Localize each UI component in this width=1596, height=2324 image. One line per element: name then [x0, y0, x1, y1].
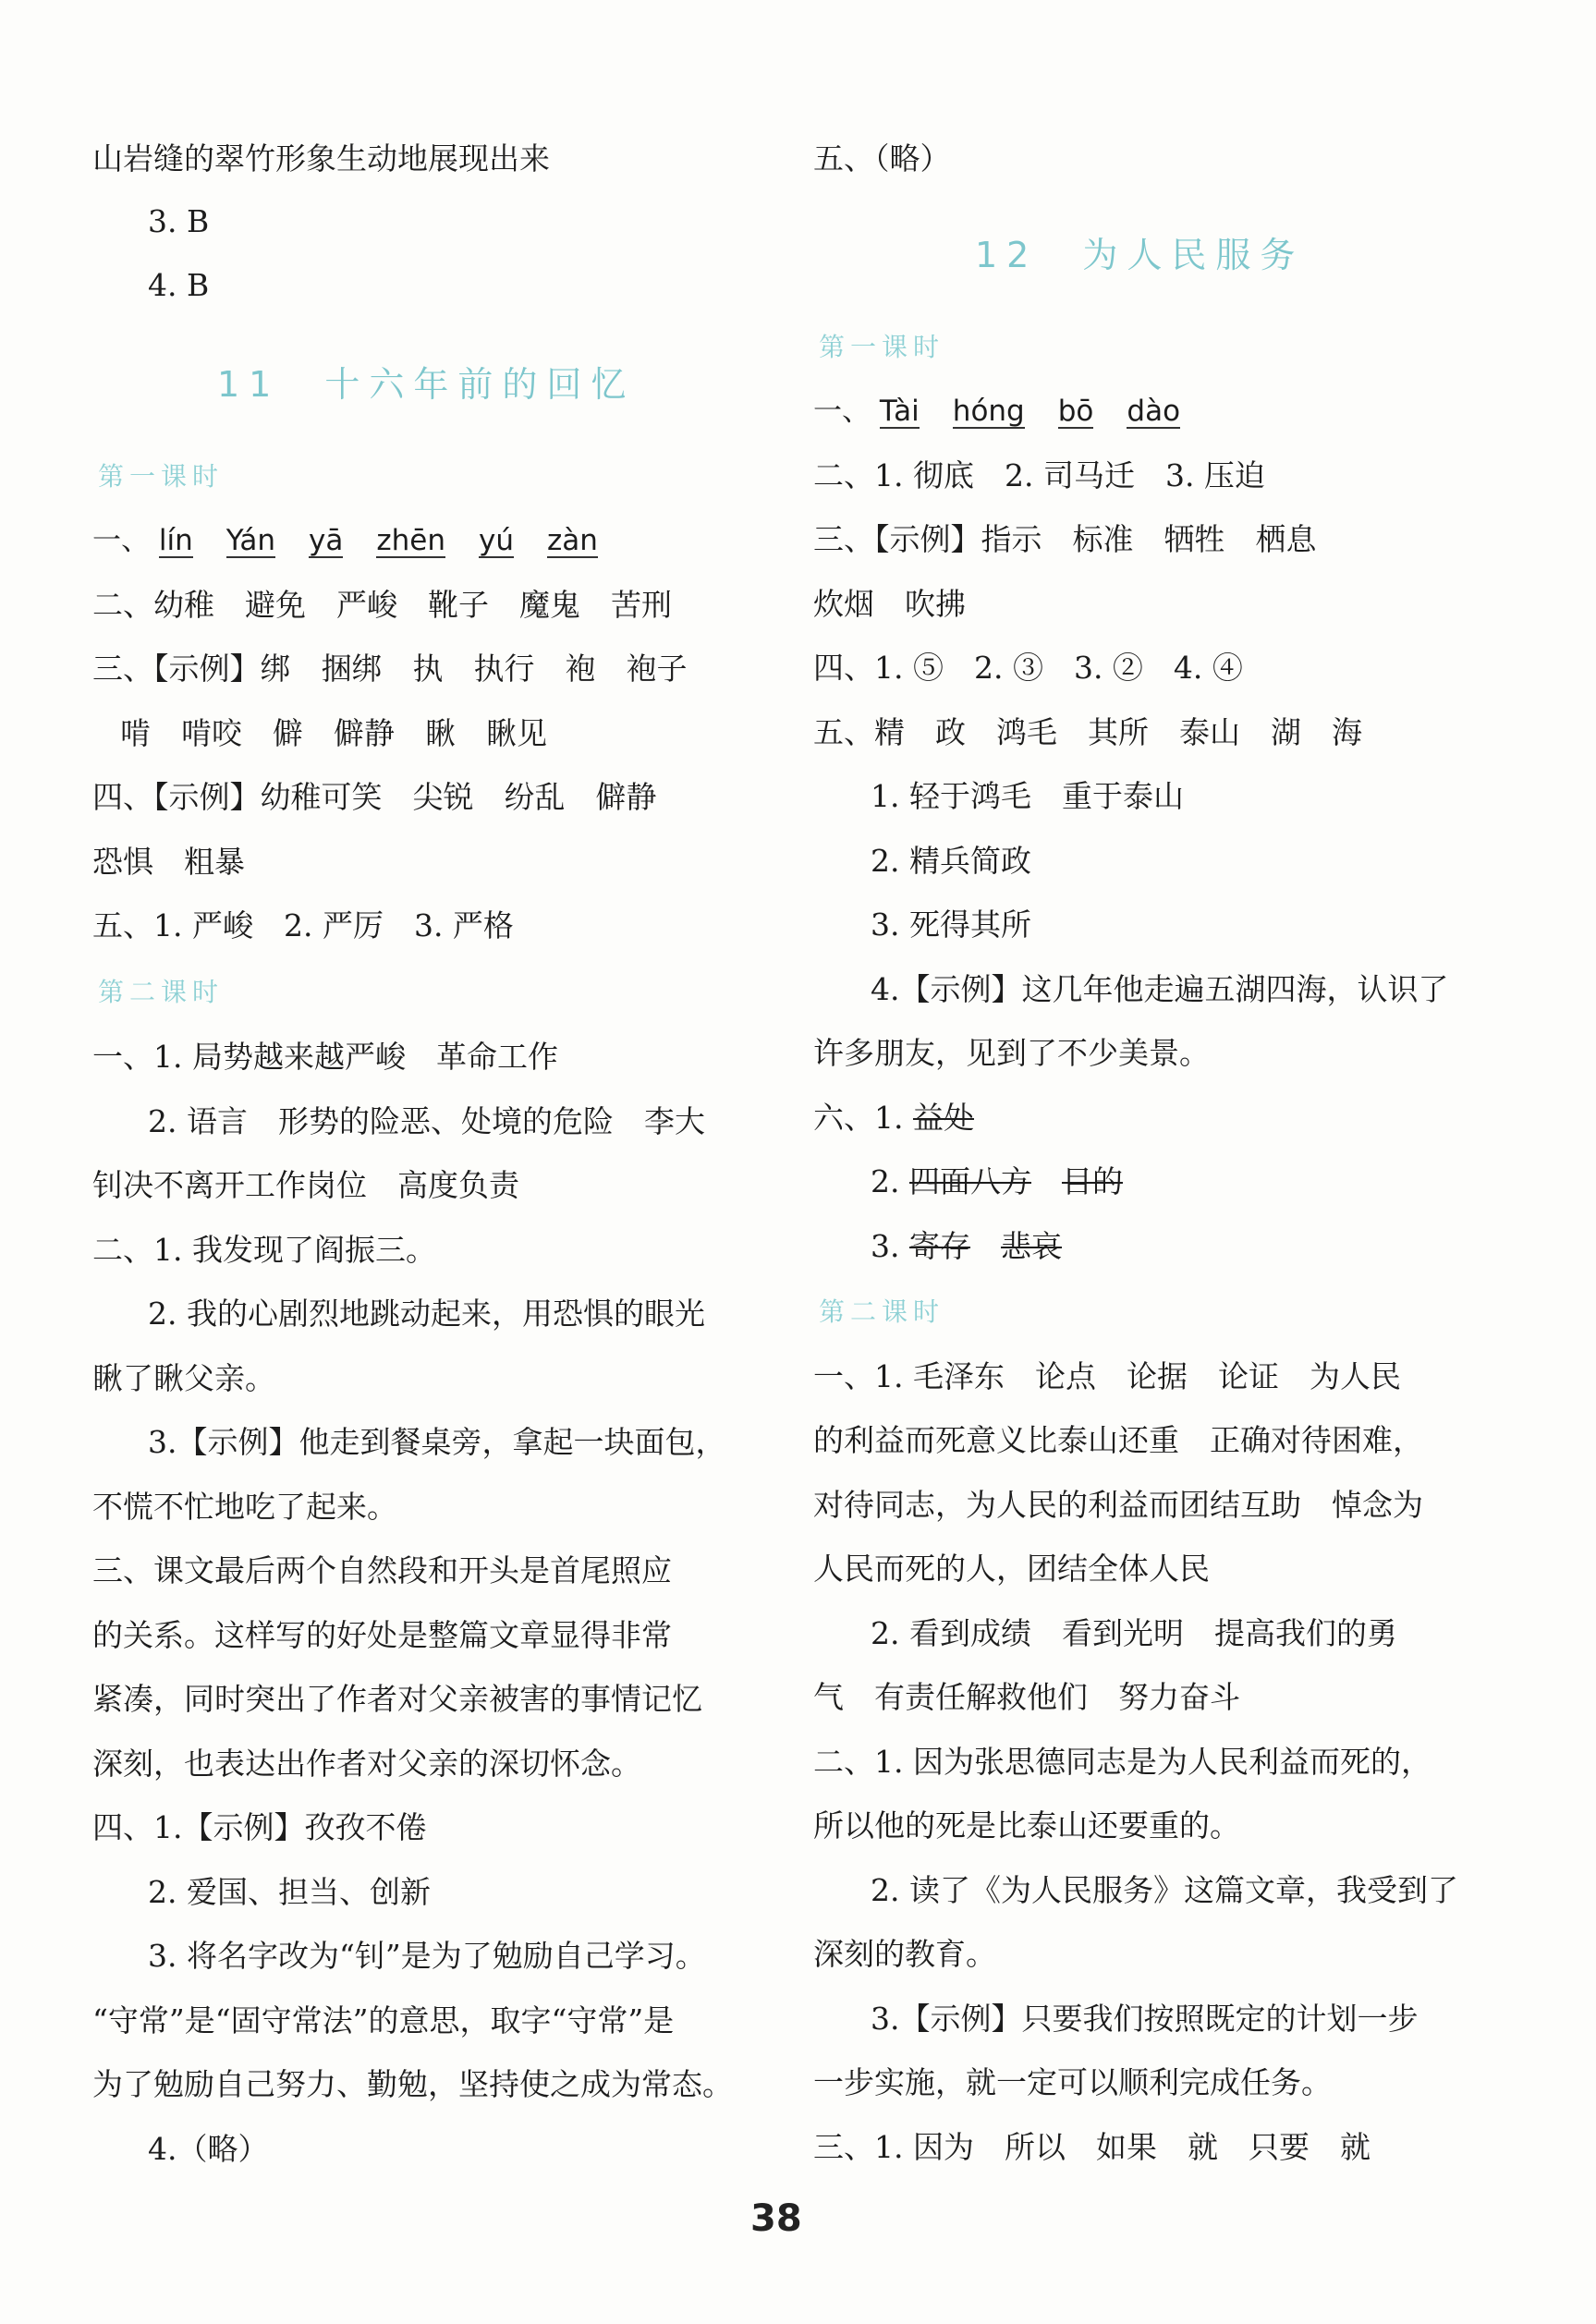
correction-line	[871, 1226, 1062, 1267]
text-line: 三、【示例】绑 捆绑 执 执行 袍 袍子	[92, 651, 688, 687]
text-line: 许多朋友，见到了不少美景。	[813, 1035, 1210, 1071]
text-line: 五、（略）	[813, 140, 951, 176]
text-line: 为了勉励自己努力、勤勉，坚持使之成为常态。	[92, 2066, 733, 2102]
pinyin-answer: Tài	[879, 395, 920, 428]
section-title: 12 为人民服务	[975, 235, 1305, 275]
text-line: 山岩缝的翠竹形象生动地展现出来	[92, 140, 550, 176]
text-line: 四、【示例】幼稚可笑 尖锐 纷乱 僻静	[92, 779, 657, 815]
text-line: 人民而死的人，团结全体人民	[813, 1551, 1210, 1587]
text-line: 3.【示例】他走到餐桌旁，拿起一块面包，	[148, 1424, 726, 1460]
pinyin-line	[92, 520, 631, 561]
text-line: 3.【示例】只要我们按照既定的计划一步	[871, 2001, 1419, 2037]
text-line: 的关系。这样写的好处是整篇文章显得非常	[92, 1617, 672, 1653]
text-line: 不慌不忙地吃了起来。	[92, 1489, 397, 1525]
correction-line	[813, 1098, 974, 1138]
text-line: 炊烟 吹拂	[813, 586, 966, 622]
text-line: 钊决不离开工作岗位 高度负责	[92, 1167, 519, 1203]
text-line: 二、1. 我发现了阎振三。	[92, 1232, 436, 1268]
crossed-word: 目的	[1061, 1163, 1123, 1199]
item-number: 六、1.	[813, 1100, 913, 1136]
text-line: 二、1. 因为张思德同志是为人民利益而死的，	[813, 1744, 1432, 1780]
text-line: 啃 啃咬 僻 僻静 瞅 瞅见	[120, 715, 547, 751]
text-line: 深刻，也表达出作者对父亲的深切怀念。	[92, 1746, 641, 1782]
text-line: 深刻的教育。	[813, 1936, 996, 1972]
text-line: 气 有责任解救他们 努力奋斗	[813, 1679, 1240, 1715]
pinyin-answer: yú	[479, 524, 515, 557]
lesson-label: 第二课时	[819, 1296, 945, 1327]
pinyin-line	[813, 391, 1213, 432]
text-line: 一、1. 局势越来越严峻 革命工作	[92, 1039, 558, 1075]
text-line: 紧凑，同时突出了作者对父亲被害的事情记忆	[92, 1681, 702, 1717]
text-line: 3. 死得其所	[871, 906, 1031, 943]
text-line: 2. 读了《为人民服务》这篇文章，我受到了	[871, 1872, 1458, 1908]
text-line: 四、1.【示例】孜孜不倦	[92, 1809, 427, 1845]
text-line: 恐惧 粗暴	[92, 844, 245, 880]
item-number: 3.	[871, 1228, 909, 1264]
text-line: 五、1. 严峻 2. 严厉 3. 严格	[92, 907, 514, 943]
crossed-word: 悲哀	[1000, 1228, 1062, 1264]
text-line: 二、幼稚 避免 严峻 靴子 魔鬼 苦刑	[92, 587, 672, 623]
text-line: 2. 看到成绩 看到光明 提高我们的勇	[871, 1615, 1397, 1651]
text-line: 对待同志，为人民的利益而团结互助 悼念为	[813, 1487, 1423, 1523]
text-line: 一、1. 毛泽东 论点 论据 论证 为人民	[813, 1358, 1401, 1394]
correction-line	[871, 1162, 1123, 1202]
text-line: 四、1. ⑤ 2. ③ 3. ② 4. ④	[813, 650, 1243, 686]
pinyin-answer: zhēn	[376, 524, 446, 557]
text-line: 2. 精兵简政	[871, 843, 1031, 879]
text-line: 4.（略）	[148, 2131, 269, 2167]
pinyin-answer: zàn	[547, 524, 598, 557]
lesson-label: 第一课时	[98, 461, 225, 492]
lesson-label: 第一课时	[819, 332, 945, 362]
text-line: 三、【示例】指示 标准 牺牲 栖息	[813, 521, 1317, 557]
text-line: 二、1. 彻底 2. 司马迁 3. 压迫	[813, 457, 1265, 493]
text-line: 三、1. 因为 所以 如果 就 只要 就	[813, 2129, 1371, 2165]
item-number: 2.	[871, 1163, 909, 1199]
text-line: 3. 将名字改为“钊”是为了勉励自己学习。	[148, 1938, 706, 1974]
text-line: 瞅了瞅父亲。	[92, 1360, 275, 1396]
item-number: 一、	[92, 524, 150, 557]
pinyin-answer: yā	[309, 524, 344, 557]
pinyin-answer: Yán	[225, 524, 276, 557]
text-line: 4.【示例】这几年他走遍五湖四海，认识了	[871, 971, 1449, 1007]
page-number: 38	[750, 2197, 802, 2240]
pinyin-answer: lín	[158, 524, 193, 557]
text-line: 的利益而死意义比泰山还重 正确对待困难，	[813, 1422, 1423, 1458]
item-number: 一、	[813, 395, 871, 428]
pinyin-answer: hóng	[952, 395, 1025, 428]
text-line: 所以他的死是比泰山还要重的。	[813, 1807, 1240, 1843]
section-title: 11 十六年前的回忆	[217, 364, 636, 405]
crossed-word: 寄存	[908, 1228, 970, 1264]
text-line: “守常”是“固守常法”的意思，取字“守常”是	[92, 2002, 675, 2038]
text-line: 1. 轻于鸿毛 重于泰山	[871, 778, 1184, 814]
text-line: 2. 爱国、担当、创新	[148, 1874, 431, 1910]
pinyin-answer: dào	[1127, 395, 1181, 428]
text-line: 三、课文最后两个自然段和开头是首尾照应	[92, 1552, 672, 1588]
text-line: 五、精 政 鸿毛 其所 泰山 湖 海	[813, 714, 1362, 750]
crossed-word: 益处	[912, 1100, 974, 1136]
lesson-label: 第二课时	[98, 977, 225, 1007]
text-line: 3. B	[148, 203, 210, 239]
text-line: 一步实施，就一定可以顺利完成任务。	[813, 2064, 1332, 2100]
text-line: 2. 我的心剧烈地跳动起来，用恐惧的眼光	[148, 1296, 705, 1332]
pinyin-answer: bō	[1057, 395, 1094, 428]
crossed-word: 四面八方	[908, 1163, 1031, 1199]
text-line: 2. 语言 形势的险恶、处境的危险 李大	[148, 1103, 705, 1139]
text-line: 4. B	[148, 267, 210, 303]
